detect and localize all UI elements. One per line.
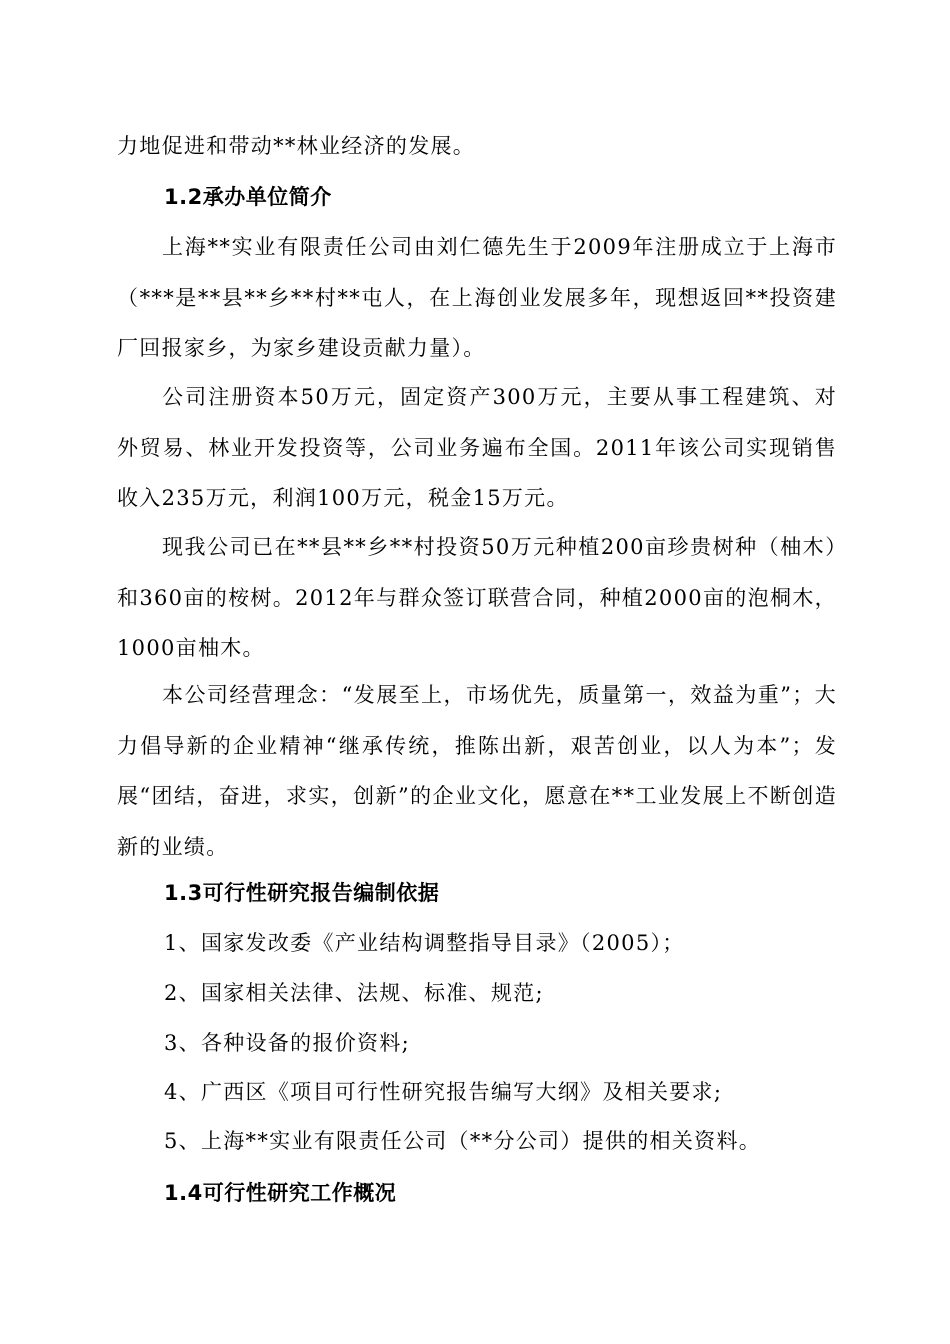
basis-list-item: 2、国家相关法律、法规、标准、规范; <box>164 981 544 1005</box>
basis-list-item: 5、上海**实业有限责任公司（**分公司）提供的相关资料。 <box>164 1129 762 1153</box>
section-heading-1-3: 1.3可行性研究报告编制依据 <box>164 881 440 905</box>
section-heading-1-4: 1.4可行性研究工作概况 <box>164 1181 397 1205</box>
section-heading-1-2: 1.2承办单位简介 <box>164 185 332 209</box>
basis-list-item: 1、国家发改委《产业结构调整指导目录》（2005）； <box>164 931 685 955</box>
company-philosophy-paragraph: 本公司经营理念：“发展至上，市场优先，质量第一，效益为重”；大力倡导新的企业精神“继承传统，推陈出新，艰苦创业，以人为本”；发展“团结，奋进，求实，创新”的企业文化，愿意在**工业发展上不断创造新的业绩。 <box>117 683 837 859</box>
company-investment-paragraph: 现我公司已在**县**乡**村投资50万元种植200亩珍贵树种（柚木）和360亩的桉树。2012年与群众签订联营合同，种植2000亩的泡桐木，1000亩柚木。 <box>117 535 837 660</box>
company-capital-paragraph: 公司注册资本50万元，固定资产300万元，主要从事工程建筑、对外贸易、林业开发投资等，公司业务遍布全国。2011年该公司实现销售收入235万元，利润100万元，税金15万元。 <box>117 385 837 510</box>
intro-paragraph-tail: 力地促进和带动**林业经济的发展。 <box>117 134 476 158</box>
basis-list-item: 4、广西区《项目可行性研究报告编写大纲》及相关要求; <box>164 1080 723 1104</box>
company-intro-paragraph: 上海**实业有限责任公司由刘仁德先生于2009年注册成立于上海市（***是**县**乡**村**屯人，在上海创业发展多年，现想返回**投资建厂回报家乡，为家乡建设贡献力量）。 <box>117 235 837 360</box>
basis-list-item: 3、各种设备的报价资料; <box>164 1031 411 1055</box>
